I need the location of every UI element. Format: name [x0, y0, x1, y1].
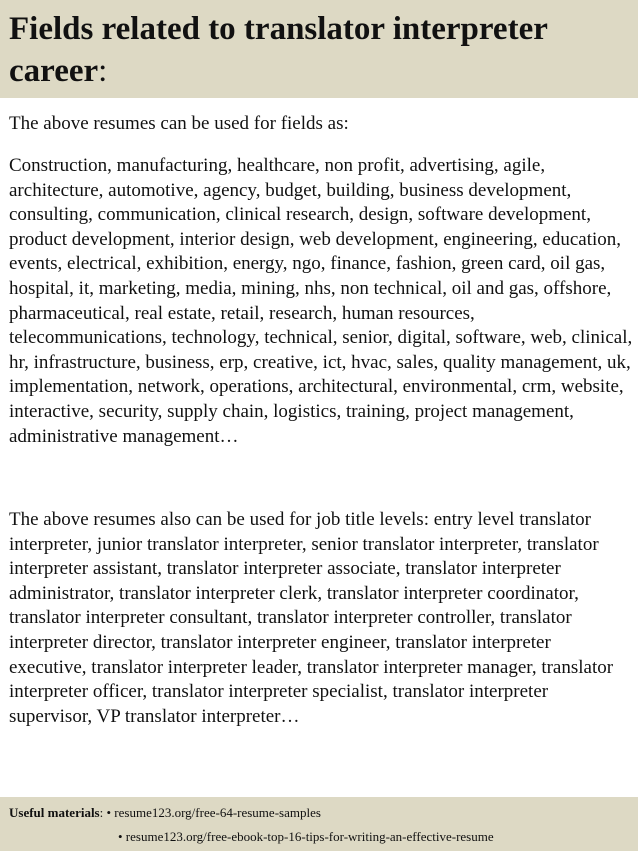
page-title-text: Fields related to translator interpreter career [9, 11, 548, 89]
intro-text: The above resumes can be used for fields as: [9, 113, 349, 134]
page-title-colon: : [98, 53, 108, 89]
footer-link-ebook-tips[interactable]: • resume123.org/free-ebook-top-16-tips-for-writing-an-effective-resume [118, 829, 494, 844]
footer-row-2 [118, 829, 494, 845]
footer-link-resume-samples[interactable]: • resume123.org/free-64-resume-samples [106, 805, 321, 820]
footer-row-1 [9, 805, 321, 821]
useful-materials-colon: : [99, 805, 104, 820]
useful-materials-label: Useful materials [9, 805, 100, 820]
footer-bar [0, 797, 638, 851]
fields-paragraph: Construction, manufacturing, healthcare, non profit, advertising, agile, architecture, automotive, agency, budget, building, business development, consulting, communication, clinical research, design, software development, product development, interior design, web development, engineering, education, events, electrical, exhibition, energy, ngo, finance, fashion, green card, oil gas, hospital, it, marketing, media, mining, nhs, non technical, oil and gas, offshore, pharmaceutical, real estate, retail, research, human resources, telecommunications, technology, technical, senior, digital, software, web, clinical, hr, infrastructure, business, erp, creative, ict, hvac, sales, quality management, uk, implementation, network, operations, architectural, environmental, crm, website, interactive, security, supply chain, logistics, training, project management, administrative management… [9, 155, 633, 447]
title-bar [0, 0, 638, 98]
job-levels-paragraph: The above resumes also can be used for job title levels: entry level translator interpreter, junior translator interpreter, senior translator interpreter, translator interpreter assistant, translator interpreter associate, translator interpreter administrator, translator interpreter clerk, translator interpreter coordinator, translator interpreter consultant, translator interpreter controller, translator interpreter director, translator interpreter engineer, translator interpreter executive, translator interpreter leader, translator interpreter manager, translator interpreter officer, translator interpreter specialist, translator interpreter supervisor, VP translator interpreter… [9, 509, 614, 727]
page-title [9, 8, 629, 92]
